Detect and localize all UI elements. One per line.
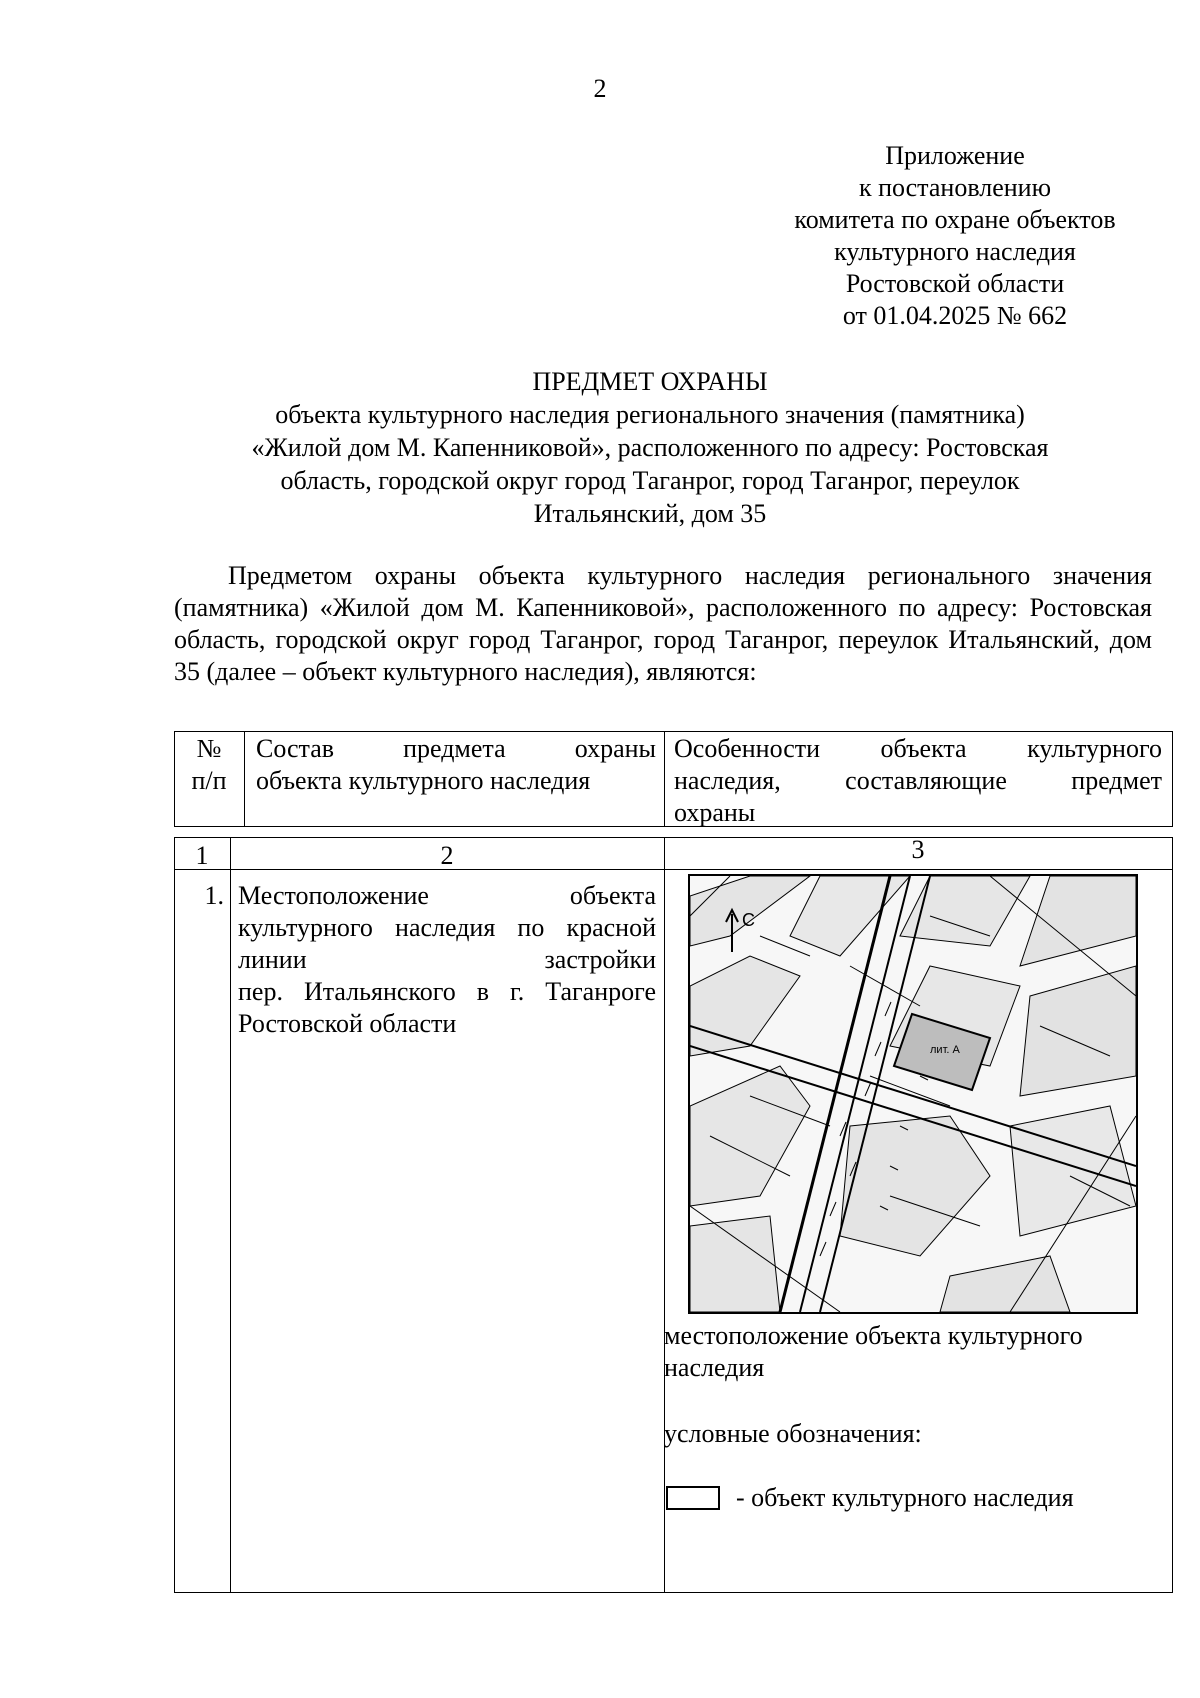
column-number-1: 1 [195,841,209,870]
header-number: № п/п [191,734,227,795]
table-border [230,837,231,1593]
table-border [244,731,245,827]
table-border [664,731,665,827]
legend-title: условные обозначения: [664,1419,922,1448]
header-features: Особенности объекта культурного наследия, составляющие предмет охраны [674,734,1162,827]
column-number-2: 2 [440,841,454,870]
row-number: 1. [204,881,224,910]
appendix-block [760,140,1150,332]
intro-paragraph [174,560,1152,688]
column-number-3: 3 [911,835,925,864]
table-border [174,1592,1172,1593]
map-caption: местоположение объекта культурного наследия [664,1321,1083,1382]
intro-text: Предметом охраны объекта культурного наследия регионального значения (памятника) «Жилой дом М. Капенниковой», расположенного по адресу: Ростовская область, городской округ город Таганрог, город Таганрог, переулок Итальянский, дом 35 (далее – объект культурного наследия), являются: [174,561,1152,686]
page-number: 2 [593,74,607,103]
appendix-line: Ростовской области [845,269,1065,298]
heading-title: ПРЕДМЕТ ОХРАНЫ [532,367,768,396]
table-border [664,837,665,1593]
document-heading [180,365,1120,530]
north-label: С [742,910,755,930]
building-label: лит. А [930,1044,960,1056]
heading-line: Итальянский, дом 35 [533,499,767,528]
table-border [174,837,175,1593]
appendix-line: к постановлению [858,173,1052,202]
table-border [1172,731,1173,827]
legend-item [666,1482,1074,1514]
heading-line: «Жилой дом М. Капенниковой», расположенного по адресу: Ростовская [251,433,1049,462]
map-drawing [690,876,1136,1312]
header-composition: Состав предмета охраны объекта культурного наследия [256,734,656,795]
table-border [1172,837,1173,1593]
row-composition: Местоположение объекта культурного наследия по красной линии застройки пер. Итальянского в г. Таганроге Ростовской области [238,881,656,1038]
legend-text: - объект культурного наследия [736,1483,1074,1512]
legend-swatch [666,1486,720,1510]
appendix-line: комитета по охране объектов [794,205,1116,234]
heading-line: объекта культурного наследия регионального значения (памятника) [275,400,1025,429]
appendix-line: культурного наследия [834,237,1076,266]
appendix-line: от 01.04.2025 № 662 [842,301,1068,330]
heading-line: область, городской округ город Таганрог, город Таганрог, переулок [280,466,1020,495]
location-map [688,874,1138,1314]
appendix-line: Приложение [885,141,1025,170]
table-border [174,731,1172,732]
